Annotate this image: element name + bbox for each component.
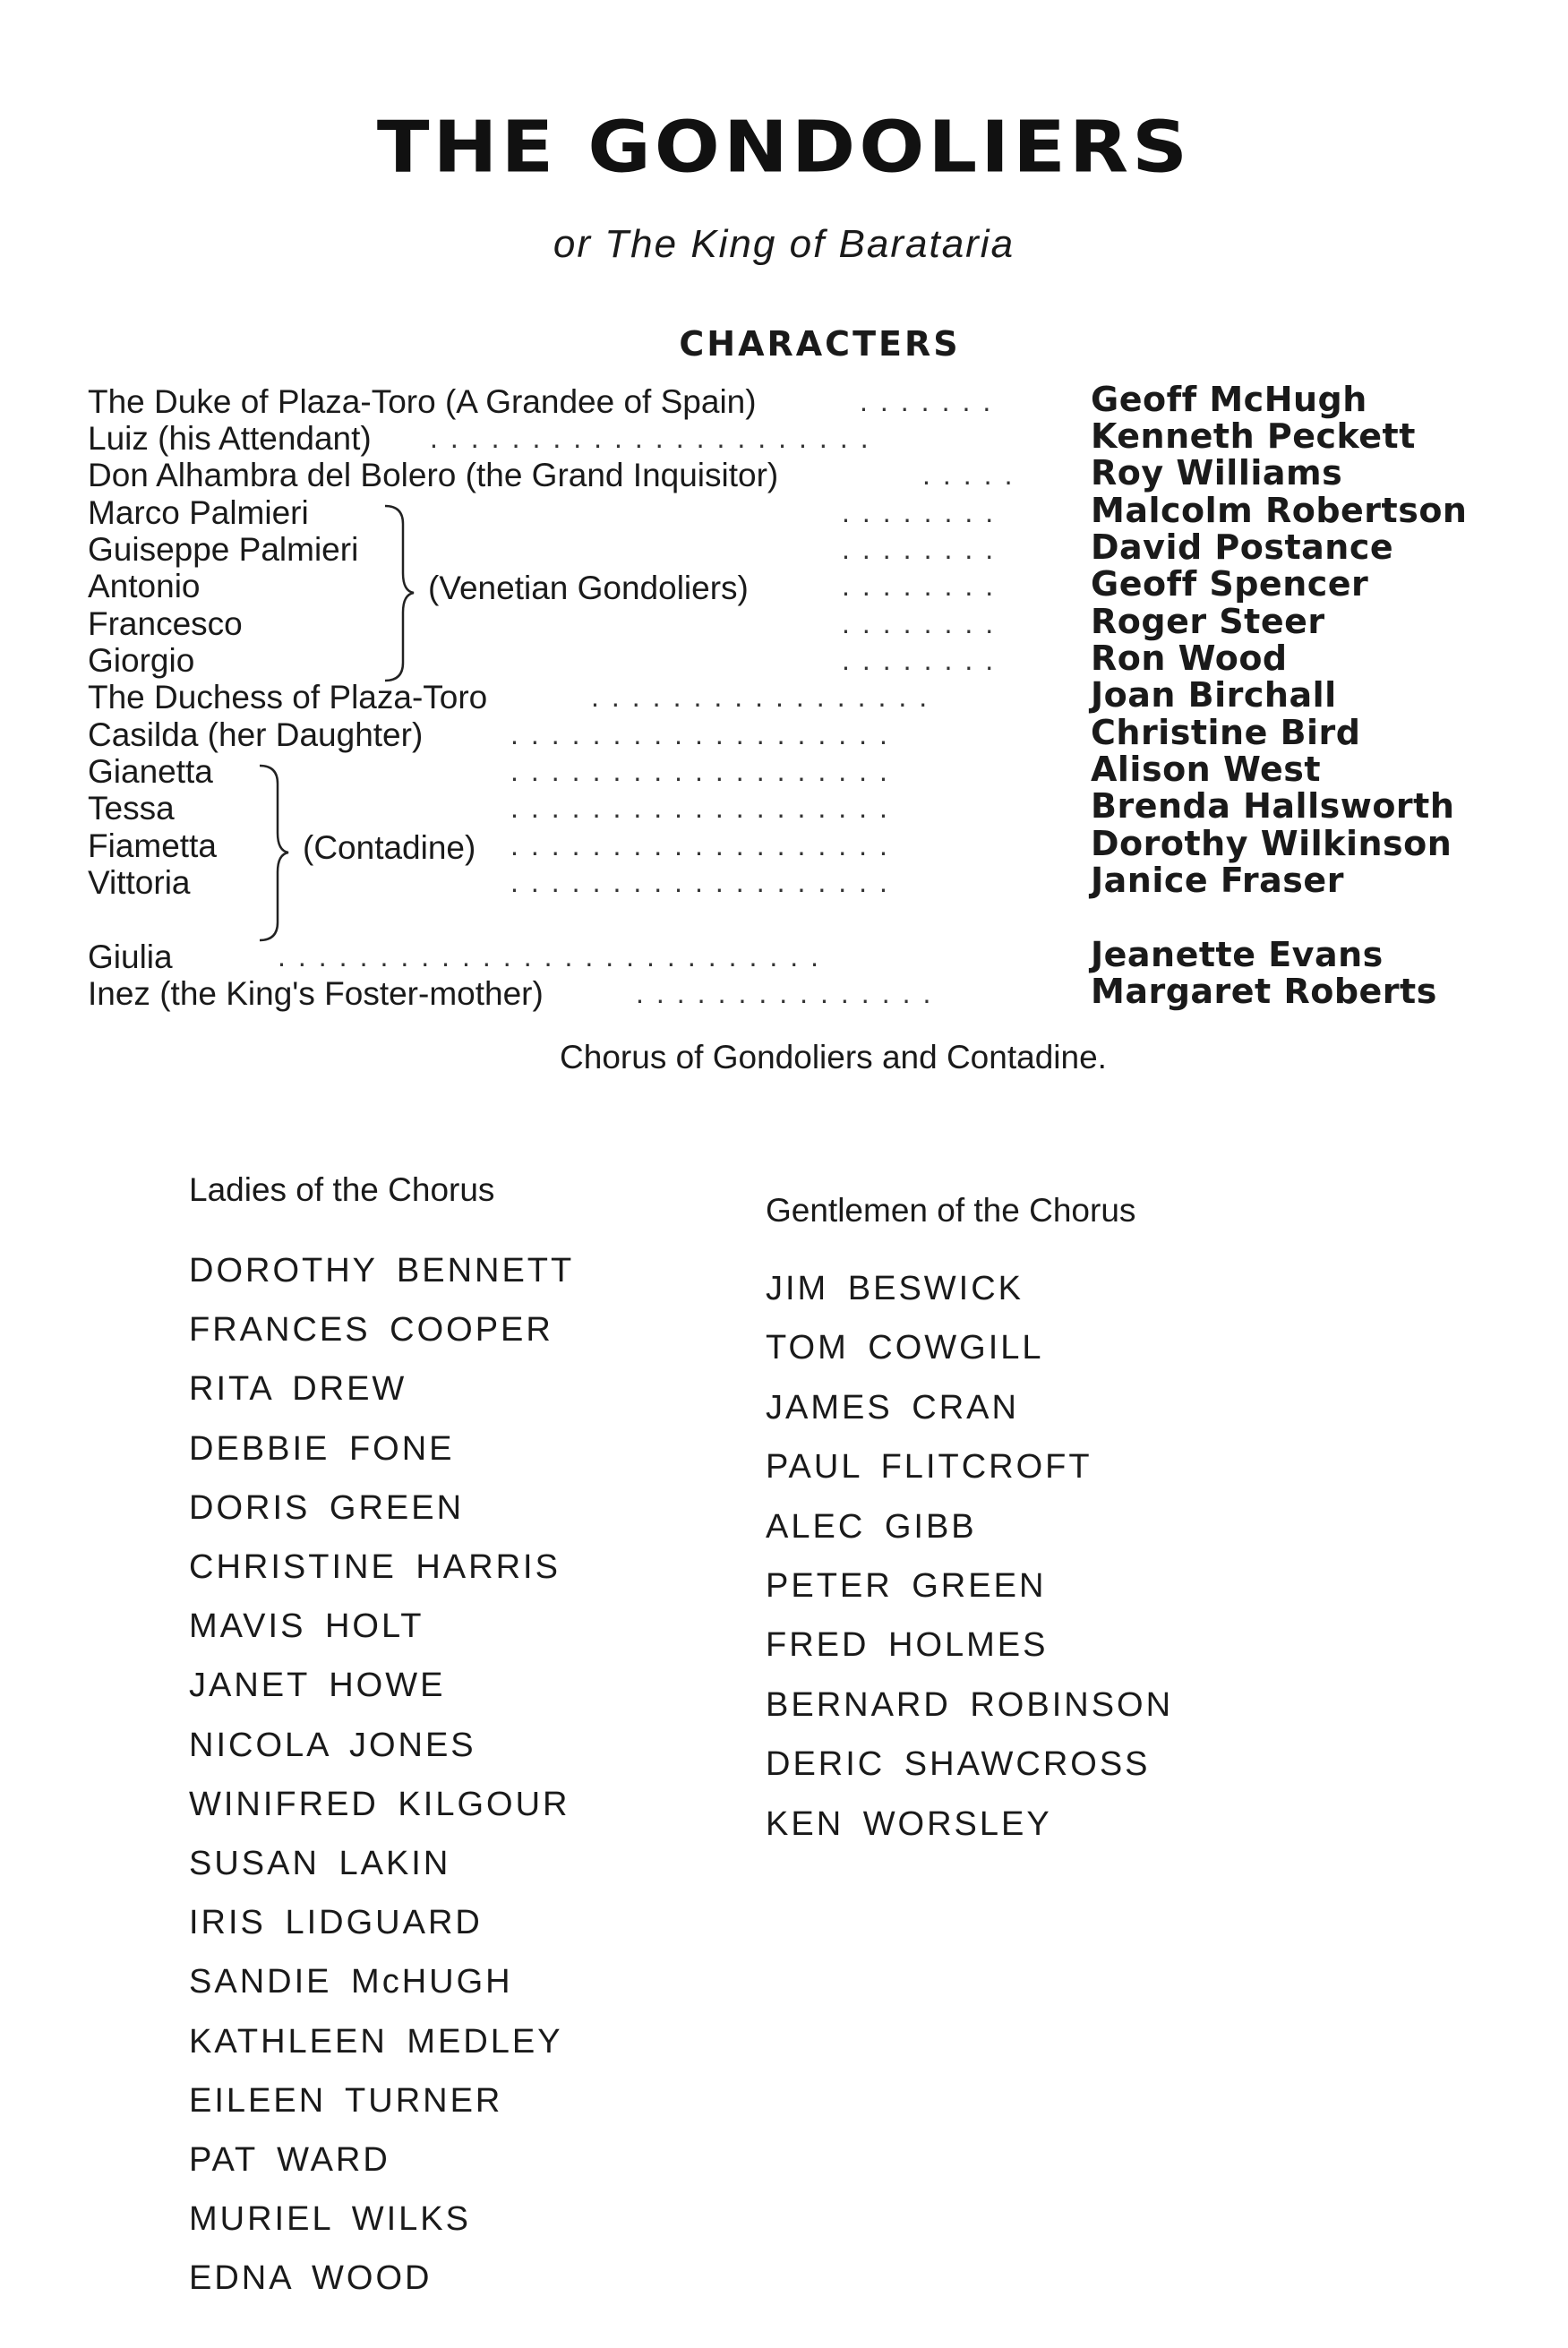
chorus-lady-name: KATHLEEN MEDLEY xyxy=(189,2022,563,2061)
cast-actor: Joan Birchall xyxy=(1091,675,1337,715)
gondoliers-brace xyxy=(385,506,414,681)
cast-role: Fiametta xyxy=(88,827,217,864)
cast-actor: David Postance xyxy=(1091,527,1394,567)
chorus-lady-name: FRANCES COOPER xyxy=(189,1311,553,1350)
leader-dots: ................... xyxy=(510,792,900,824)
group-label-gondoliers: (Venetian Gondoliers) xyxy=(428,570,749,606)
cast-role: Giorgio xyxy=(88,642,195,679)
cast-actor: Kenneth Peckett xyxy=(1091,416,1416,456)
leader-dots: ....... xyxy=(860,385,1004,417)
cast-actor: Geoff McHugh xyxy=(1091,380,1367,419)
cast-actor: Dorothy Wilkinson xyxy=(1091,824,1452,863)
chorus-lady-name: DOROTHY BENNETT xyxy=(189,1252,575,1290)
cast-actor: Geoff Spencer xyxy=(1091,564,1369,604)
cast-braces xyxy=(0,0,1568,1075)
chorus-lady-name: EILEEN TURNER xyxy=(189,2081,503,2120)
leader-dots: ...................... xyxy=(430,422,881,454)
leader-dots: ........ xyxy=(842,570,1007,602)
leader-dots: ................... xyxy=(510,755,900,787)
chorus-lady-name: WINIFRED KILGOUR xyxy=(189,1785,570,1823)
characters-heading: CHARACTERS xyxy=(679,324,961,364)
leader-dots: ..... xyxy=(922,458,1025,491)
chorus-lady-name: MURIEL WILKS xyxy=(189,2200,471,2239)
leader-dots: ................... xyxy=(510,866,900,898)
cast-actor: Margaret Roberts xyxy=(1091,972,1437,1011)
chorus-lady-name: DORIS GREEN xyxy=(189,1488,465,1527)
chorus-lady-name: CHRISTINE HARRIS xyxy=(189,1548,561,1586)
chorus-gentleman-name: JIM BESWICK xyxy=(766,1270,1024,1307)
leader-dots: ........ xyxy=(842,644,1007,676)
chorus-lady-name: DEBBIE FONE xyxy=(189,1429,455,1468)
cast-actor: Alison West xyxy=(1091,750,1322,789)
chorus-lady-name: MAVIS HOLT xyxy=(189,1607,424,1646)
cast-role: The Duchess of Plaza-Toro xyxy=(88,679,488,716)
chorus-lady-name: SANDIE McHUGH xyxy=(189,1963,513,2001)
leader-dots: ................. xyxy=(591,681,940,713)
chorus-gentleman-name: JAMES CRAN xyxy=(766,1388,1019,1427)
cast-actor: Brenda Hallsworth xyxy=(1091,786,1455,826)
page-title: THE GONDOLIERS xyxy=(376,107,1192,189)
cast-role: Inez (the King's Foster-mother) xyxy=(88,975,544,1012)
leader-dots: ............... xyxy=(636,977,944,1009)
gentlemen-heading: Gentlemen of the Chorus xyxy=(766,1192,1136,1229)
chorus-gentleman-name: KEN WORSLEY xyxy=(766,1804,1052,1843)
cast-role: Giulia xyxy=(88,938,173,975)
cast-role: The Duke of Plaza-Toro (A Grandee of Spain) xyxy=(88,383,757,420)
chorus-gentleman-name: TOM COWGILL xyxy=(766,1329,1044,1367)
cast-role: Don Alhambra del Bolero (the Grand Inquisitor) xyxy=(88,457,779,493)
cast-role: Tessa xyxy=(88,790,175,827)
chorus-gentleman-name: BERNARD ROBINSON xyxy=(766,1685,1174,1724)
cast-actor: Roy Williams xyxy=(1091,453,1343,493)
leader-dots: ................... xyxy=(510,829,900,861)
cast-actor: Ron Wood xyxy=(1091,638,1288,678)
subtitle: or The King of Barataria xyxy=(553,222,1015,266)
chorus-lady-name: EDNA WOOD xyxy=(189,2259,433,2298)
cast-actor: Malcolm Robertson xyxy=(1091,491,1468,530)
contadine-brace xyxy=(260,766,288,940)
cast-actor: Christine Bird xyxy=(1091,713,1361,752)
chorus-gentleman-name: FRED HOLMES xyxy=(766,1626,1049,1665)
chorus-gentleman-name: PAUL FLITCROFT xyxy=(766,1448,1092,1487)
chorus-lady-name: NICOLA JONES xyxy=(189,1726,476,1764)
chorus-lady-name: JANET HOWE xyxy=(189,1667,446,1705)
leader-dots: ........ xyxy=(842,607,1007,639)
leader-dots: ........ xyxy=(842,533,1007,565)
chorus-note: Chorus of Gondoliers and Contadine. xyxy=(560,1039,1107,1075)
chorus-gentleman-name: DERIC SHAWCROSS xyxy=(766,1745,1151,1784)
ladies-heading: Ladies of the Chorus xyxy=(189,1171,495,1208)
cast-role: Antonio xyxy=(88,568,201,604)
cast-role: Casilda (her Daughter) xyxy=(88,716,424,753)
chorus-lady-name: PAT WARD xyxy=(189,2141,390,2179)
leader-dots: ........ xyxy=(842,496,1007,528)
leader-dots: ........................... xyxy=(278,940,832,973)
chorus-gentleman-name: ALEC GIBB xyxy=(766,1507,977,1546)
cast-actor: Roger Steer xyxy=(1091,602,1325,641)
group-label-contadine: (Contadine) xyxy=(303,829,476,866)
chorus-lady-name: SUSAN LAKIN xyxy=(189,1845,451,1882)
cast-role: Guiseppe Palmieri xyxy=(88,531,359,568)
cast-role: Marco Palmieri xyxy=(88,494,309,531)
chorus-lady-name: RITA DREW xyxy=(189,1370,407,1409)
chorus-gentleman-name: PETER GREEN xyxy=(766,1567,1047,1605)
cast-role: Francesco xyxy=(88,605,243,642)
cast-role: Gianetta xyxy=(88,753,213,790)
cast-role: Vittoria xyxy=(88,864,191,901)
chorus-lady-name: IRIS LIDGUARD xyxy=(189,1904,483,1942)
cast-actor: Jeanette Evans xyxy=(1091,935,1384,974)
cast-actor: Janice Fraser xyxy=(1091,861,1344,900)
cast-role: Luiz (his Attendant) xyxy=(88,420,372,457)
leader-dots: ................... xyxy=(510,718,900,750)
